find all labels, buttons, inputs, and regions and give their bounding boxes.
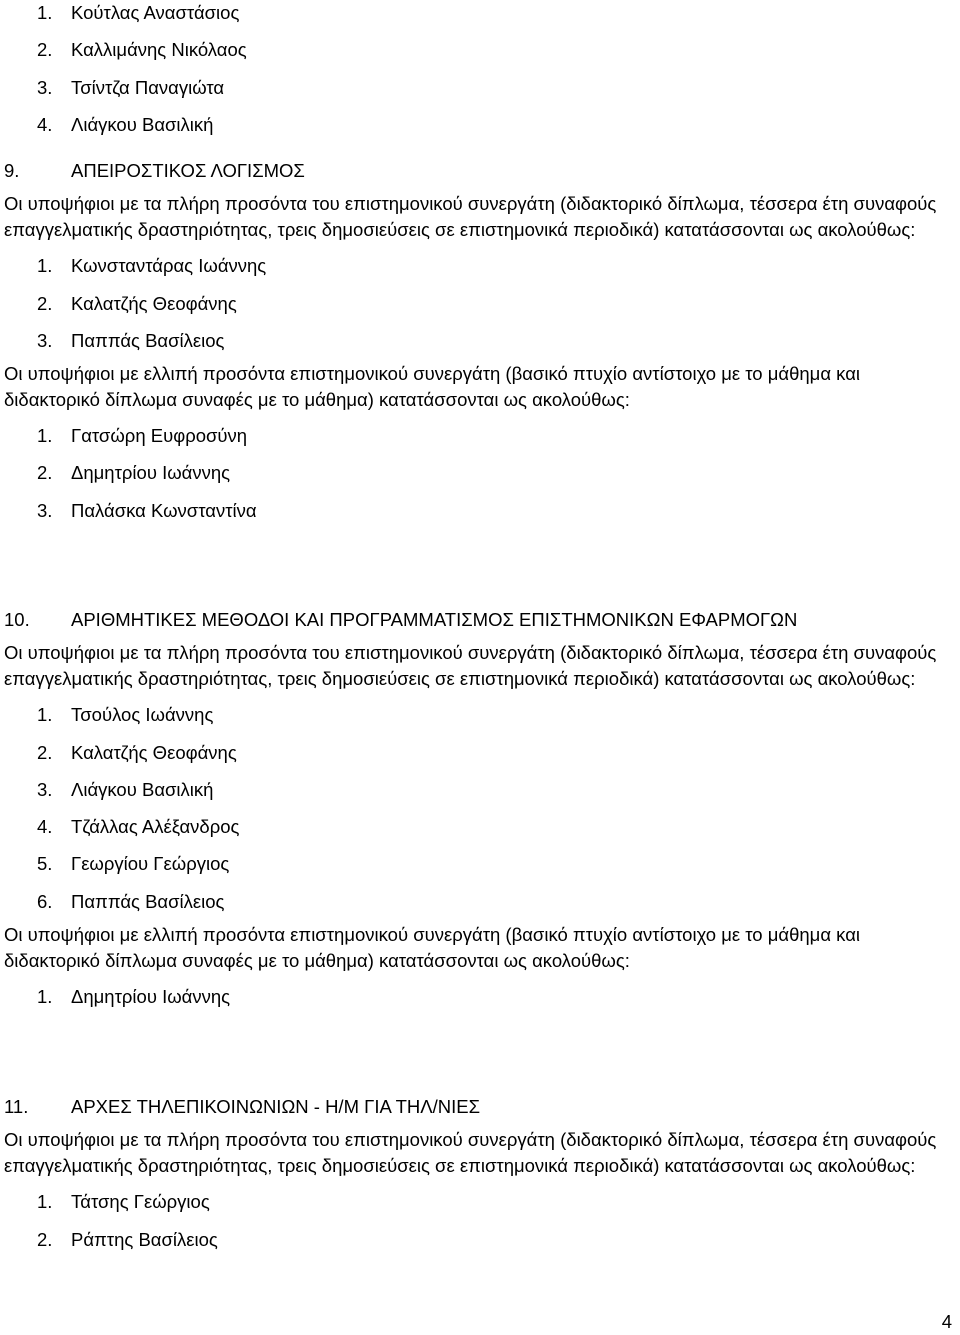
list-item xyxy=(4,984,949,1021)
section-9 xyxy=(4,158,949,535)
list-item-number: 1. xyxy=(37,986,53,1008)
section-title: ΑΠΕΙΡΟΣΤΙΚΟΣ ΛΟΓΙΣΜΟΣ xyxy=(71,160,305,181)
list-item-number: 3. xyxy=(37,778,53,800)
list-item-name: Γατσώρη Ευφροσύνη xyxy=(71,425,248,447)
list-item-number: 3. xyxy=(37,76,53,98)
list-item xyxy=(4,889,949,926)
list-item-name: Ράπτης Βασίλειος xyxy=(71,1228,218,1250)
list-item-number: 2. xyxy=(37,39,53,61)
full-qualifications-list xyxy=(4,253,949,365)
list-item-number: 2. xyxy=(37,1228,53,1250)
page-number: 4 xyxy=(941,1311,952,1332)
list-item-number: 5. xyxy=(37,853,53,875)
full-qualifications-text: Οι υποψήφιοι με τα πλήρη προσόντα του επιστημονικού συνεργάτη (διδακτορικό δίπλωμα, τέσσερα έτη συναφούς επαγγελματικής δραστηριότητας, τρεις δημοσιεύσεις σε επιστημονικά περιοδικά) κατατάσσονται ως ακολούθως: xyxy=(4,193,937,240)
section-heading xyxy=(4,1094,949,1131)
section-number: 10. xyxy=(4,609,30,630)
section-heading xyxy=(4,607,949,644)
list-item-name: Καλατζής Θεοφάνης xyxy=(71,741,237,763)
list-item xyxy=(4,253,949,290)
list-item-name: Παππάς Βασίλειος xyxy=(71,890,225,912)
section-number: 11. xyxy=(4,1096,29,1117)
partial-qualifications-text: Οι υποψήφιοι με ελλιπή προσόντα επιστημονικού συνεργάτη (βασικό πτυχίο αντίστοιχο με το μάθημα και διδακτορικό δίπλωμα συναφές με το μάθημα) κατατάσσονται ως ακολούθως: xyxy=(4,363,860,410)
list-item-name: Δημητρίου Ιωάννης xyxy=(71,986,231,1008)
partial-qualifications-text: Οι υποψήφιοι με ελλιπή προσόντα επιστημονικού συνεργάτη (βασικό πτυχίο αντίστοιχο με το μάθημα και διδακτορικό δίπλωμα συναφές με το μάθημα) κατατάσσονται ως ακολούθως: xyxy=(4,924,860,971)
section-title: ΑΡΙΘΜΗΤΙΚΕΣ ΜΕΘΟΔΟΙ ΚΑΙ ΠΡΟΓΡΑΜΜΑΤΙΣΜΟΣ ΕΠΙΣΤΗΜΟΝΙΚΩΝ ΕΦΑΡΜΟΓΩΝ xyxy=(71,609,798,630)
list-item-name: Λιάγκου Βασιλική xyxy=(71,778,214,800)
list-item xyxy=(4,702,949,739)
list-item-name: Δημητρίου Ιωάννης xyxy=(71,462,231,484)
partial-qualifications-list xyxy=(4,984,949,1021)
list-item xyxy=(4,291,949,328)
section-title: ΑΡΧΕΣ ΤΗΛΕΠΙΚΟΙΝΩΝΙΩΝ - Η/Μ ΓΙΑ ΤΗΛ/ΝΙΕΣ xyxy=(71,1096,481,1117)
list-item-number: 1. xyxy=(37,425,53,447)
list-item xyxy=(4,498,949,535)
list-item-name: Καλλιμάνης Νικόλαος xyxy=(71,39,247,61)
list-item xyxy=(4,740,949,777)
list-item-name: Τσίντζα Παναγιώτα xyxy=(71,76,225,98)
list-item xyxy=(4,37,247,74)
list-item-number: 1. xyxy=(37,2,53,23)
list-item-number: 1. xyxy=(37,704,53,726)
full-qualifications-list xyxy=(4,1189,949,1264)
list-item xyxy=(4,112,247,149)
list-item xyxy=(4,1189,949,1226)
full-qualifications-text: Οι υποψήφιοι με τα πλήρη προσόντα του επιστημονικού συνεργάτη (διδακτορικό δίπλωμα, τέσσερα έτη συναφούς επαγγελματικής δραστηριότητας, τρεις δημοσιεύσεις σε επιστημονικά περιοδικά) κατατάσσονται ως ακολούθως: xyxy=(4,1129,937,1176)
list-item-number: 4. xyxy=(37,816,53,838)
list-item-number: 2. xyxy=(37,292,53,314)
list-item xyxy=(4,328,949,365)
list-item xyxy=(4,851,949,888)
full-qualifications-list xyxy=(4,702,949,926)
list-item-name: Παλάσκα Κωνσταντίνα xyxy=(71,499,257,521)
list-item-number: 3. xyxy=(37,329,53,351)
list-item-name: Τσούλος Ιωάννης xyxy=(71,704,214,726)
list-item-name: Τάτσης Γεώργιος xyxy=(71,1191,210,1213)
list-item-number: 2. xyxy=(37,741,53,763)
list-item-name: Γεωργίου Γεώργιος xyxy=(71,853,230,875)
section-11 xyxy=(4,1094,949,1264)
list-item-number: 2. xyxy=(37,462,53,484)
full-qualifications-text: Οι υποψήφιοι με τα πλήρη προσόντα του επιστημονικού συνεργάτη (διδακτορικό δίπλωμα, τέσσερα έτη συναφούς επαγγελματικής δραστηριότητας, τρεις δημοσιεύσεις σε επιστημονικά περιοδικά) κατατάσσονται ως ακολούθως: xyxy=(4,642,937,689)
list-item xyxy=(4,423,949,460)
list-item-number: 1. xyxy=(37,255,53,277)
list-item-number: 3. xyxy=(37,499,53,521)
list-item-name: Κωνσταντάρας Ιωάννης xyxy=(71,255,267,277)
list-item-name: Λιάγκου Βασιλική xyxy=(71,113,214,135)
list-item-number: 4. xyxy=(37,113,53,135)
top-ranking-list xyxy=(4,0,247,149)
list-item-number: 6. xyxy=(37,890,53,912)
section-number: 9. xyxy=(4,160,20,181)
list-item-number: 1. xyxy=(37,1191,53,1213)
list-item xyxy=(4,777,949,814)
list-item xyxy=(4,75,247,112)
list-item xyxy=(4,1227,949,1264)
list-item-name: Παππάς Βασίλειος xyxy=(71,329,225,351)
list-item xyxy=(4,0,247,37)
list-item-name: Τζάλλας Αλέξανδρος xyxy=(71,816,240,838)
list-item-name: Κούτλας Αναστάσιος xyxy=(71,2,240,23)
section-10 xyxy=(4,607,949,1021)
list-item xyxy=(4,814,949,851)
partial-qualifications-list xyxy=(4,423,949,535)
list-item-name: Καλατζής Θεοφάνης xyxy=(71,292,237,314)
section-heading xyxy=(4,158,949,195)
list-item xyxy=(4,460,949,497)
